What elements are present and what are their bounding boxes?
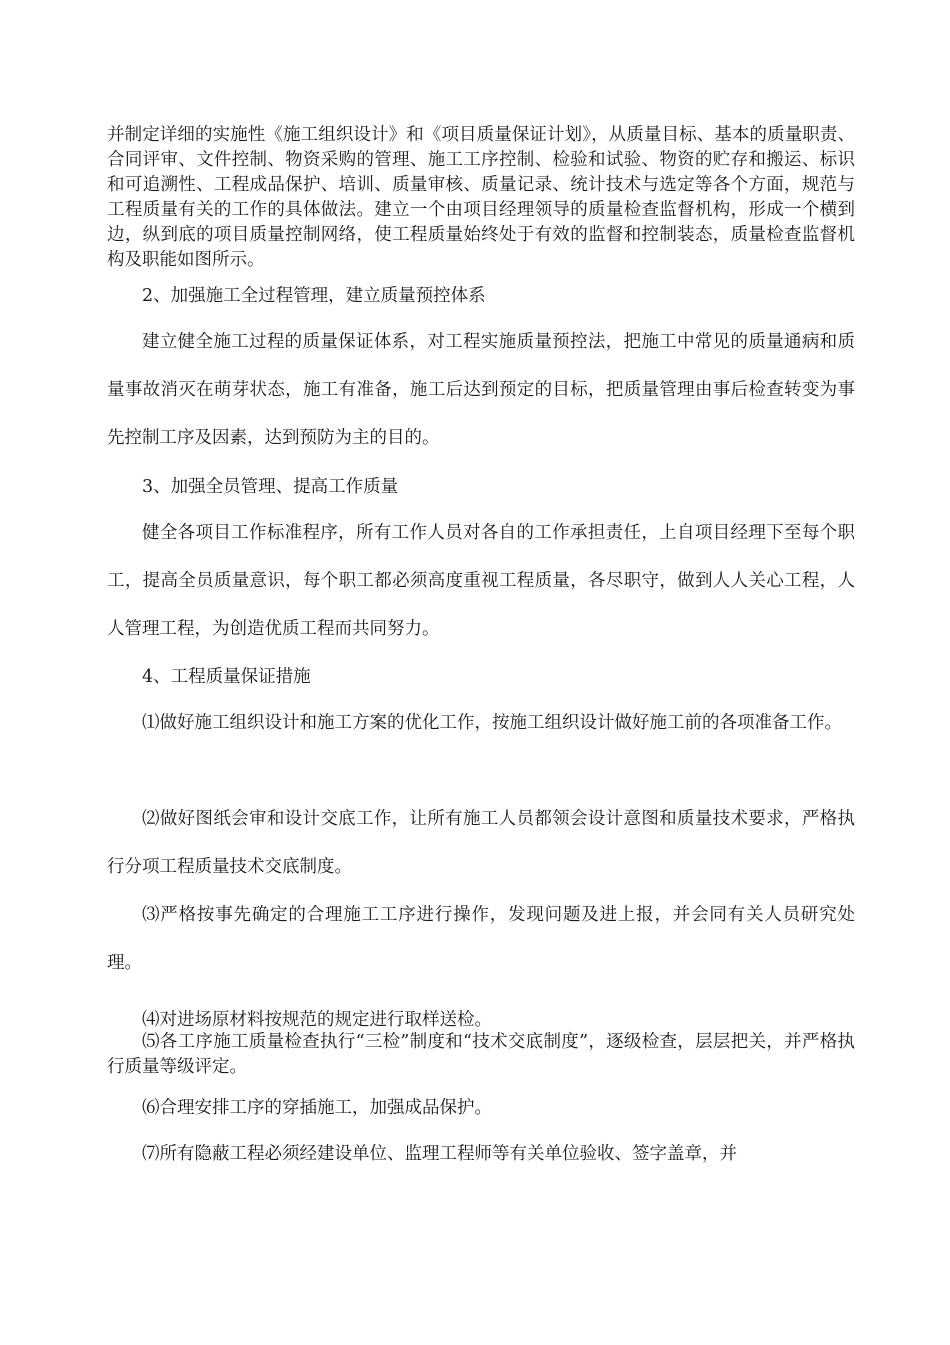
section-3-heading: 3、加强全员管理、提高工作质量: [142, 477, 399, 497]
section-2-heading: 2、加强施工全过程管理，建立质量预控体系: [142, 286, 486, 306]
list-item-4: ⑷对进场原材料按规范的规定进行取样送检。: [142, 1010, 492, 1030]
list-item-1: ⑴做好施工组织设计和施工方案的优化工作，按施工组织设计做好施工前的各项准备工作。: [142, 713, 842, 733]
list-item-7: ⑺所有隐蔽工程必须经建设单位、监理工程师等有关单位验收、签字盖章，并: [142, 1144, 737, 1164]
section-4-heading: 4、工程质量保证措施: [142, 667, 311, 687]
list-item-5: ⑸各工序施工质量检查执行“三检”制度和“技术交底制度”，逐级检查，层层把关，并严格执行质量等级评定。: [107, 1032, 855, 1077]
list-item-6: ⑹合理安排工序的穿插施工，加强成品保护。: [142, 1098, 492, 1118]
list-item-2: ⑵做好图纸会审和设计交底工作，让所有施工人员都领会设计意图和质量技术要求，严格执行分项工程质量技术交底制度。: [107, 809, 855, 877]
list-item-3: ⑶严格按事先确定的合理施工工序进行操作，发现问题及进上报，并会同有关人员研究处理。: [107, 905, 855, 973]
section-2-body: 建立健全施工过程的质量保证体系，对工程实施质量预控法，把施工中常见的质量通病和质量事故消灭在萌芽状态，施工有准备，施工后达到预定的目标，把质量管理由事后检查转变为事先控制工序及因素，达到预防为主的目的。: [107, 332, 855, 448]
section-3-body: 健全各项目工作标准程序，所有工作人员对各自的工作承担责任，上自项目经理下至每个职工，提高全员质量意识，每个职工都必须高度重视工程质量，各尽职守，做到人人关心工程，人人管理工程，为创造优质工程而共同努力。: [107, 523, 855, 639]
intro-paragraph: 并制定详细的实施性《施工组织设计》和《项目质量保证计划》，从质量目标、基本的质量职责、合同评审、文件控制、物资采购的管理、施工工序控制、检验和试验、物资的贮存和搬运、标识和可追溯性、工程成品保护、培训、质量审核、质量记录、统计技术与选定等各个方面，规范与工程质量有关的工作的具体做法。建立一个由项目经理领导的质量检查监督机构，形成一个横到边，纵到底的项目质量控制网络，使工程质量始终处于有效的监督和控制装态，质量检查监督机构及职能如图所示。: [107, 125, 855, 270]
